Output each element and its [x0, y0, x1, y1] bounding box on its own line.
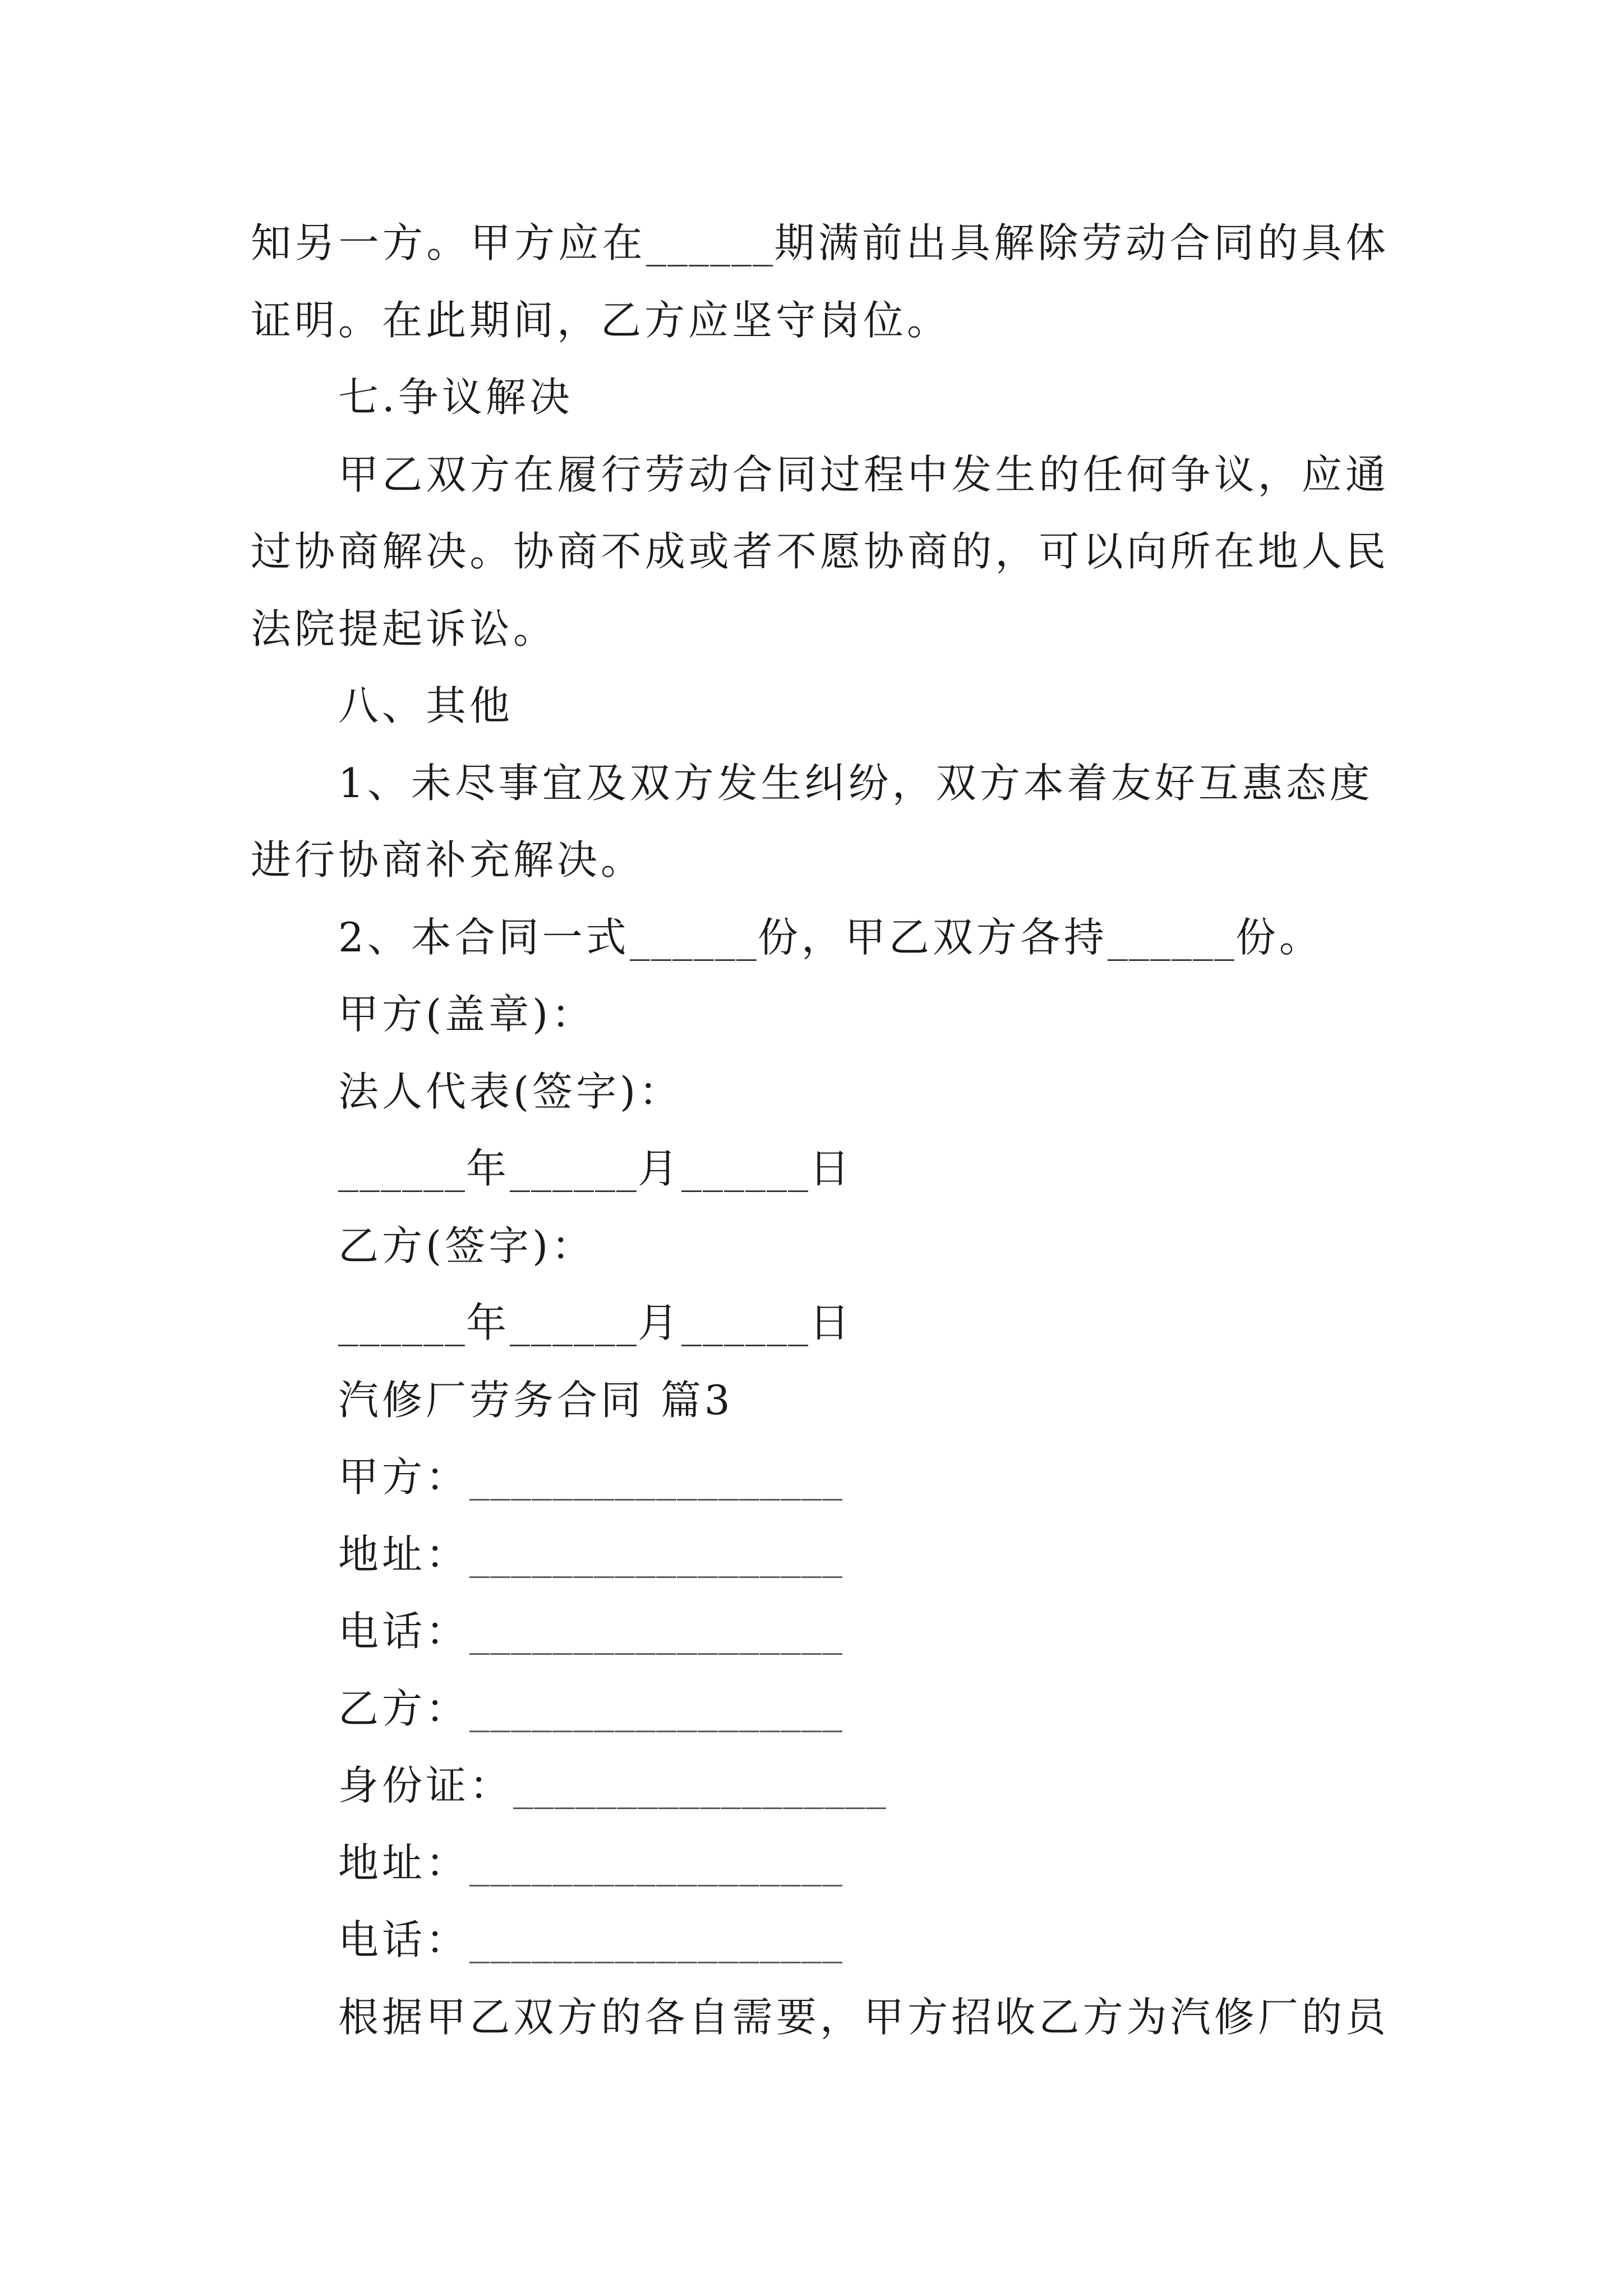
- text-segment: 日: [809, 1299, 854, 1346]
- text-segment: 份。: [1235, 913, 1323, 961]
- text-segment: 证明。在此期间，乙方应坚守岗位。: [251, 296, 951, 344]
- field-label: 地址：: [338, 1530, 470, 1578]
- fill-in-blank: ______: [338, 1145, 466, 1192]
- fill-in-blank: ______: [510, 1145, 638, 1192]
- text-segment: 甲方(盖章)：: [338, 991, 596, 1038]
- field-party-a: [251, 1439, 1389, 1516]
- paragraph-line: [251, 436, 1389, 514]
- fill-in-blank: ______: [681, 1145, 810, 1192]
- paragraph-line: [251, 513, 1389, 591]
- field-underline: __________________: [469, 1916, 843, 1963]
- paragraph-line: [251, 282, 1389, 360]
- field-label: 乙方：: [338, 1685, 470, 1732]
- heading-text: 八、其他: [338, 682, 514, 729]
- field-party-a-address: [251, 1516, 1389, 1594]
- text-segment: 月: [638, 1299, 682, 1346]
- field-party-b-id-card: [251, 1747, 1389, 1825]
- text-segment: 知另一方。甲方应在: [251, 219, 647, 266]
- field-underline: __________________: [469, 1839, 843, 1887]
- field-label: 电话：: [338, 1916, 470, 1963]
- signature-label-legal-representative: [251, 1053, 1389, 1131]
- section-heading-other: [251, 668, 1389, 745]
- field-underline: __________________: [469, 1530, 843, 1578]
- field-underline: __________________: [469, 1685, 843, 1732]
- date-line: [251, 1285, 1389, 1362]
- field-label: 甲方：: [338, 1453, 470, 1501]
- fill-in-blank: ______: [629, 913, 758, 961]
- text-segment: 法人代表(签字)：: [338, 1068, 683, 1115]
- paragraph-line: [251, 745, 1389, 822]
- heading-text: 七.争议解决: [338, 374, 573, 421]
- field-underline: __________________: [469, 1608, 843, 1655]
- field-label: 地址：: [338, 1839, 470, 1887]
- field-label: 电话：: [338, 1608, 470, 1655]
- field-party-b: [251, 1671, 1389, 1748]
- fill-in-blank: ______: [681, 1299, 810, 1346]
- paragraph-line: [251, 822, 1389, 899]
- section-heading-dispute-resolution: [251, 359, 1389, 436]
- fill-in-blank: ______: [338, 1299, 466, 1346]
- fill-in-blank: ______: [646, 219, 774, 266]
- text-segment: 乙方(签字)：: [338, 1222, 596, 1269]
- text-segment: 过协商解决。协商不成或者不愿协商的，可以向所在地人民: [251, 528, 1389, 575]
- fill-in-blank: ______: [510, 1299, 638, 1346]
- fill-in-blank: ______: [1107, 913, 1235, 961]
- paragraph-line: [251, 591, 1389, 668]
- text-segment: 年: [466, 1299, 510, 1346]
- text-segment: 甲乙双方在履行劳动合同过程中发生的任何争议，应通: [338, 450, 1389, 498]
- field-party-b-address: [251, 1825, 1389, 1902]
- field-party-b-phone: [251, 1902, 1389, 1979]
- text-segment: 月: [638, 1145, 682, 1192]
- field-underline: __________________: [513, 1762, 887, 1809]
- text-segment: 日: [809, 1145, 854, 1192]
- section-title-contract-3: [251, 1362, 1389, 1439]
- text-segment: 年: [466, 1145, 510, 1192]
- title-text: 汽修厂劳务合同 篇3: [338, 1376, 734, 1424]
- field-label: 身份证：: [338, 1762, 514, 1809]
- paragraph-line-termination-notice: [251, 205, 1389, 282]
- field-party-a-phone: [251, 1593, 1389, 1671]
- date-line: [251, 1130, 1389, 1208]
- text-segment: 1、未尽事宜及双方发生纠纷，双方本着友好互惠态度: [338, 759, 1373, 807]
- text-segment: 份，甲乙双方各持: [757, 913, 1108, 961]
- field-underline: __________________: [469, 1453, 843, 1501]
- text-segment: 2、本合同一式: [338, 913, 630, 961]
- paragraph-line-copies: [251, 899, 1389, 977]
- text-segment: 期满前出具解除劳动合同的具体: [774, 219, 1389, 266]
- text-segment: 法院提起诉讼。: [251, 605, 557, 652]
- signature-label-party-a-seal: [251, 976, 1389, 1053]
- text-segment: 进行协商补充解决。: [251, 836, 645, 884]
- paragraph-line: [251, 1979, 1389, 2056]
- signature-label-party-b: [251, 1208, 1389, 1285]
- document-body: [251, 205, 1389, 2056]
- text-segment: 根据甲乙双方的各自需要，甲方招收乙方为汽修厂的员: [338, 1993, 1389, 2041]
